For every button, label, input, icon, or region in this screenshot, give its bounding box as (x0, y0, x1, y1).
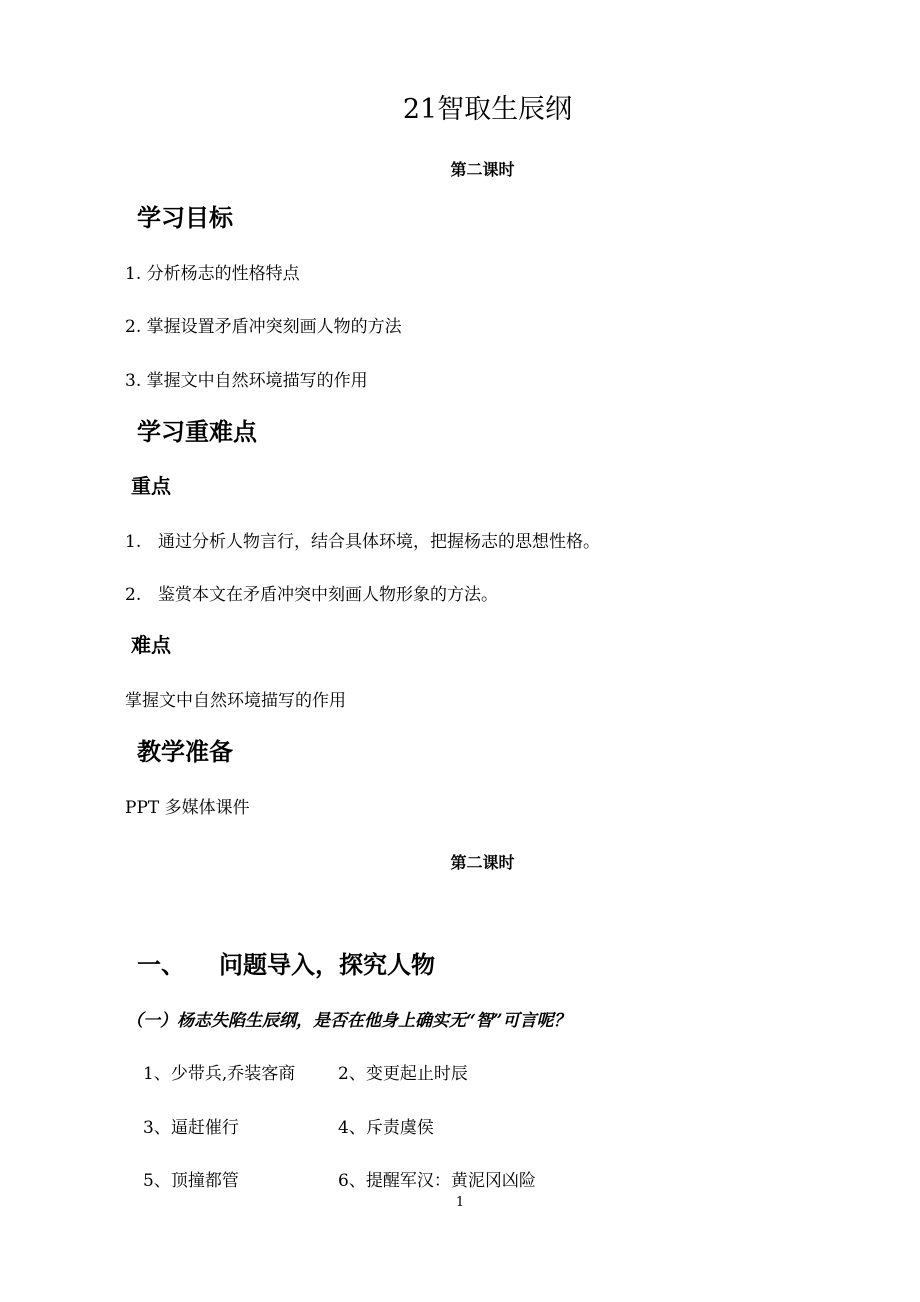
objectives-heading: 学习目标 (137, 204, 233, 232)
objective-item: 3. 掌握文中自然环境描写的作用 (125, 371, 368, 391)
key-points-heading: 学习重难点 (137, 418, 257, 446)
section-heading (137, 949, 435, 981)
section-question: （一）杨志失陷生辰纲，是否在他身上确实无“智”可言呢？ (126, 1011, 571, 1031)
important-heading: 重点 (131, 474, 171, 498)
section-number: 一、 (137, 951, 185, 979)
answer-item: 6、提醒军汉：黄泥冈凶险 (338, 1171, 536, 1191)
answer-item: 5、顶撞都管 (143, 1171, 239, 1191)
item-text: 鉴赏本文在矛盾冲突中刻画人物形象的方法。 (158, 585, 498, 605)
page-title: 21智取生辰纲 (402, 94, 573, 125)
answer-item: 1、少带兵,乔装客商 (143, 1064, 296, 1084)
preparation-heading: 教学准备 (137, 738, 233, 766)
item-text: 通过分析人物言行，结合具体环境，把握杨志的思想性格。 (158, 532, 600, 552)
lesson-subtitle-2: 第二课时 (450, 853, 515, 872)
answer-item: 2、变更起止时辰 (338, 1064, 468, 1084)
section-title: 问题导入，探究人物 (219, 951, 435, 979)
page-number: 1 (455, 1195, 465, 1210)
objective-item: 2. 掌握设置矛盾冲突刻画人物的方法 (125, 317, 402, 337)
item-number: 2. (125, 585, 142, 605)
objective-item: 1. 分析杨志的性格特点 (125, 264, 300, 284)
lesson-subtitle: 第二课时 (450, 160, 515, 179)
difficult-text: 掌握文中自然环境描写的作用 (125, 691, 346, 711)
preparation-text: PPT 多媒体课件 (125, 798, 250, 818)
answer-item: 4、斥责虞侯 (338, 1118, 434, 1138)
item-number: 1. (125, 532, 142, 552)
answer-item: 3、逼赶催行 (143, 1118, 239, 1138)
important-item (125, 583, 498, 607)
difficult-heading: 难点 (131, 633, 171, 657)
important-item (125, 530, 600, 554)
